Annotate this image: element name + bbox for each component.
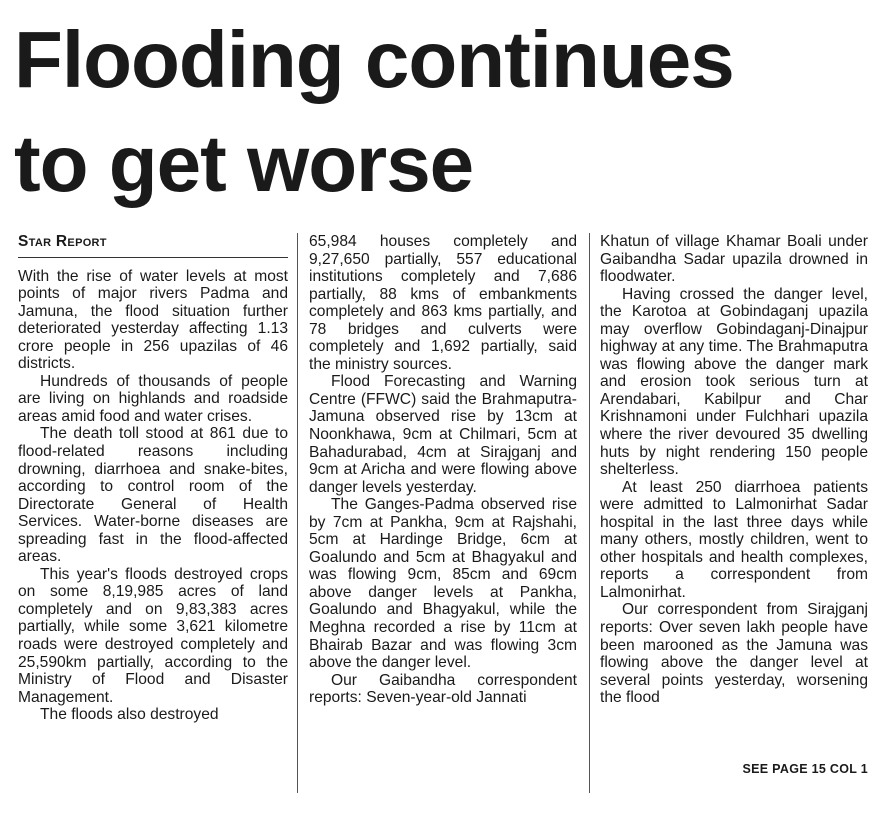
paragraph-continued: Khatun of village Khamar Boali under Gaibandha Sadar upazila drowned in floodwater. — [600, 233, 868, 286]
paragraph: Our Gaibandha correspondent reports: Seven-year-old Jannati — [309, 671, 577, 707]
headline-line-2: to get worse — [14, 119, 474, 208]
column-2 — [309, 233, 577, 793]
column-divider — [589, 233, 590, 793]
continuation-note[interactable]: SEE PAGE 15 COL 1 — [742, 762, 868, 776]
column-3 — [600, 233, 868, 793]
column-divider — [297, 233, 298, 793]
column-1 — [18, 233, 288, 793]
headline-line-1: Flooding continues — [14, 15, 734, 104]
paragraph-continued: 65,984 houses completely and 9,27,650 partially, 557 educational institutions completely and 7,686 partially, 88 kms of embankments completely and 863 kms partially, and 78 bridges and culverts were completely and 1,692 partially, said the ministry sources. — [309, 233, 577, 373]
paragraph: With the rise of water levels at most points of major rivers Padma and Jamuna, the flood situation further deteriorated yesterday affecting 1.13 crore people in 256 upazilas of 46 districts. — [18, 267, 288, 373]
paragraph: Our correspondent from Sirajganj reports: Over seven lakh people have been marooned as the Jamuna was flowing above the danger level at several points yesterday, worsening the flood — [600, 601, 868, 707]
paragraph: The death toll stood at 861 due to flood-related reasons including drowning, diarrhoea and snake-bites, according to control room of the Directorate General of Health Services. Water-borne diseases are spreading fast in the flood-affected areas. — [18, 425, 288, 566]
paragraph: At least 250 diarrhoea patients were admitted to Lalmonirhat Sadar hospital in the last three days while many others, mostly children, went to other hospitals and health complexes, reports a correspondent from Lalmonirhat. — [600, 478, 868, 601]
byline: Star Report — [18, 233, 288, 258]
paragraph: The Ganges-Padma observed rise by 7cm at Pankha, 9cm at Rajshahi, 5cm at Hardinge Bridge, 6cm at Goalundo and 5cm at Bhagyakul and was flowing 9cm, 85cm and 69cm above danger levels at Pankha, Goalundo and Bhagyakul, while the Meghna recorded a rise by 11cm at Bhairab Bazar and was flowing 3cm above the danger level. — [309, 496, 577, 672]
paragraph: This year's floods destroyed crops on some 8,19,985 acres of land completely and on 9,83,383 acres partially, while some 3,621 kilometre roads were destroyed completely and 25,590km partially, according to the Ministry of Flood and Disaster Management. — [18, 565, 288, 706]
paragraph: Hundreds of thousands of people are living on highlands and roadside areas amid food and water crises. — [18, 372, 288, 425]
headline — [14, 8, 874, 216]
paragraph: Flood Forecasting and Warning Centre (FFWC) said the Brahmaputra-Jamuna observed rise by 13cm at Noonkhawa, 9cm at Chilmari, 5cm at Bahadurabad, 4cm at Sirajganj and 9cm at Aricha and were flowing above danger levels yesterday. — [309, 373, 577, 496]
paragraph: Having crossed the danger level, the Karotoa at Gobindaganj upazila may overflow Gobindaganj-Dinajpur highway at any time. The Brahmaputra was flowing above the danger mark and erosion took serious turn at Arendabari, Kabilpur and Char Krishnamoni under Fulchhari upazila where the river devoured 35 dwelling huts by night rendering 150 people shelterless. — [600, 285, 868, 479]
paragraph: The floods also destroyed — [40, 706, 219, 724]
